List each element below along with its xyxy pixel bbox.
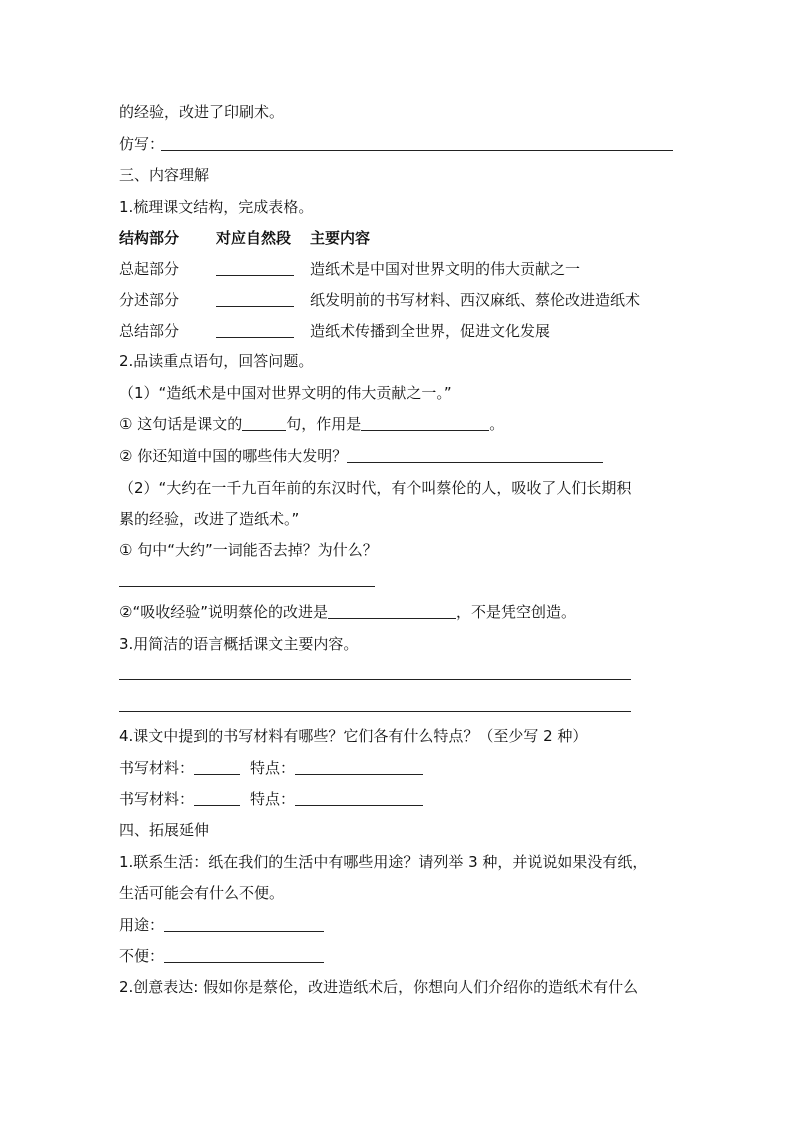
table-row-part: 总起部分 [119, 260, 180, 278]
question-prompt: 2.品读重点语句，回答问题。 [119, 352, 314, 370]
question-prompt: 3.用简洁的语言概括课文主要内容。 [119, 635, 359, 653]
section-heading: 四、拓展延伸 [119, 821, 210, 839]
table-header [119, 228, 179, 248]
table-row-part: 分述部分 [119, 291, 180, 309]
answer-blank[interactable] [194, 791, 240, 806]
question-prompt-cont: 生活可能会有什么不便。 [119, 884, 285, 902]
answer-blank[interactable] [164, 948, 324, 963]
answer-blank[interactable] [361, 416, 489, 431]
answer-blank[interactable] [216, 306, 294, 307]
answer-blank[interactable] [119, 586, 375, 587]
answer-blank[interactable] [119, 711, 631, 712]
sub-question: ① 这句话是课文的 句，作用是 。 [119, 415, 505, 433]
answer-blank[interactable] [216, 275, 294, 276]
answer-blank[interactable] [328, 604, 456, 619]
section-heading: 三、内容理解 [119, 166, 210, 184]
question-prompt: 2.创意表达: 假如你是蔡伦，改进造纸术后，你想向人们介绍你的造纸术有什么 [119, 978, 639, 996]
table-row-content: 造纸术是中国对世界文明的伟大贡献之一 [310, 260, 581, 278]
table-row-part: 总结部分 [119, 322, 180, 340]
question-prompt: 1.联系生活：纸在我们的生活中有哪些用途？请列举 3 种，并说说如果没有纸， [119, 853, 648, 871]
answer-blank[interactable] [242, 416, 286, 431]
header-content: 主要内容 [310, 229, 371, 247]
answer-blank[interactable] [216, 337, 294, 338]
answer-blank[interactable] [164, 917, 324, 932]
answer-blank[interactable] [295, 791, 423, 806]
table-row-content: 纸发明前的书写材料、西汉麻纸、蔡伦改进造纸术 [310, 291, 641, 309]
imitate-label: 仿写： [119, 135, 165, 153]
material-row: 书写材料： 特点： [119, 789, 423, 809]
question-prompt: 1.梳理课文结构，完成表格。 [119, 198, 314, 216]
text-line: 的经验，改进了印刷术。 [119, 103, 285, 121]
inconvenience-row: 不便： [119, 946, 324, 966]
answer-blank[interactable] [161, 150, 673, 151]
sentence-2-cont: 累的经验，改进了造纸术。” [119, 510, 300, 528]
answer-blank[interactable] [347, 448, 603, 463]
header-part: 结构部分 [119, 229, 180, 247]
use-row: 用途： [119, 915, 324, 935]
sentence-2: （2）“大约在一千九百年前的东汉时代，有个叫蔡伦的人，吸收了人们长期积 [119, 479, 632, 497]
sub-question: ②“吸收经验”说明蔡伦的改进是 ，不是凭空创造。 [119, 603, 577, 621]
sentence-1: （1）“造纸术是中国对世界文明的伟大贡献之一。” [119, 384, 452, 402]
answer-blank[interactable] [295, 760, 423, 775]
sub-question: ① 句中“大约”一词能否去掉？为什么？ [119, 541, 378, 559]
material-row: 书写材料： 特点： [119, 758, 423, 778]
sub-question: ② 你还知道中国的哪些伟大发明？ [119, 446, 603, 466]
question-prompt: 4.课文中提到的书写材料有哪些？它们各有什么特点？（至少写 2 种） [119, 727, 588, 745]
answer-blank[interactable] [119, 679, 631, 680]
header-paragraph: 对应自然段 [216, 229, 292, 247]
answer-blank[interactable] [194, 760, 240, 775]
table-row-content: 造纸术传播到全世界，促进文化发展 [310, 322, 551, 340]
